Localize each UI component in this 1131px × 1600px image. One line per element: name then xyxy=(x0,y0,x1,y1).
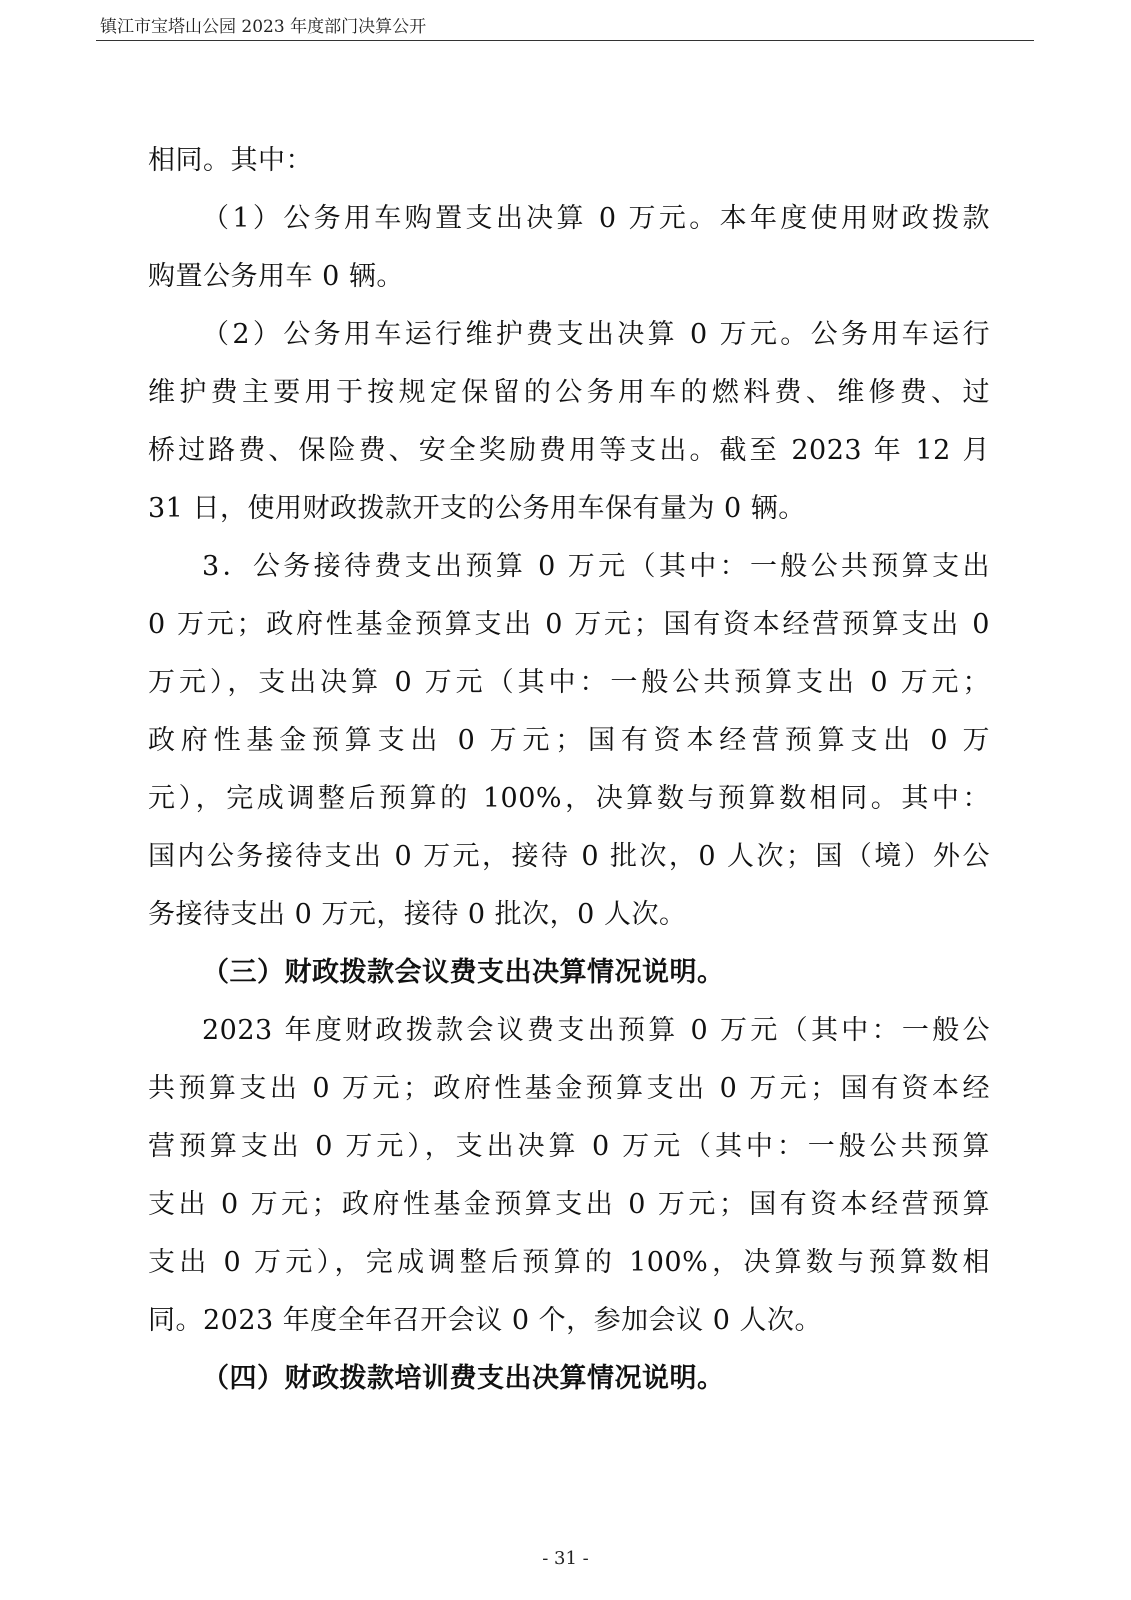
document-body xyxy=(148,132,990,1408)
text-line: 元），完成调整后预算的 100%，决算数与预算数相同。其中： xyxy=(148,783,990,814)
section-heading: （四）财政拨款培训费支出决算情况说明。 xyxy=(202,1363,725,1394)
text-line: 3．公务接待费支出预算 0 万元（其中：一般公共预算支出 xyxy=(202,551,990,582)
running-header: 镇江市宝塔山公园 2023 年度部门决算公开 xyxy=(100,17,427,37)
text-line: 0 万元；政府性基金预算支出 0 万元；国有资本经营预算支出 0 xyxy=(148,609,990,640)
text-line: （2）公务用车运行维护费支出决算 0 万元。公务用车运行 xyxy=(202,319,990,350)
text-line: 同。2023 年度全年召开会议 0 个，参加会议 0 人次。 xyxy=(148,1305,822,1336)
section-heading: （三）财政拨款会议费支出决算情况说明。 xyxy=(202,957,725,988)
text-line: 购置公务用车 0 辆。 xyxy=(148,261,404,292)
text-line: 务接待支出 0 万元，接待 0 批次，0 人次。 xyxy=(148,899,687,930)
text-line: 相同。其中： xyxy=(148,145,313,176)
text-line: 政府性基金预算支出 0 万元；国有资本经营预算支出 0 万 xyxy=(148,725,990,756)
header-divider xyxy=(96,40,1034,41)
text-line: 2023 年度财政拨款会议费支出预算 0 万元（其中：一般公 xyxy=(202,1015,990,1046)
text-line: 支出 0 万元），完成调整后预算的 100%，决算数与预算数相 xyxy=(148,1247,990,1278)
page-number: - 31 - xyxy=(542,1548,589,1569)
text-line: （1）公务用车购置支出决算 0 万元。本年度使用财政拨款 xyxy=(202,203,990,234)
text-line: 万元），支出决算 0 万元（其中：一般公共预算支出 0 万元； xyxy=(148,667,990,698)
text-line: 桥过路费、保险费、安全奖励费用等支出。截至 2023 年 12 月 xyxy=(148,435,990,466)
text-line: 31 日，使用财政拨款开支的公务用车保有量为 0 辆。 xyxy=(148,493,806,524)
text-line: 支出 0 万元；政府性基金预算支出 0 万元；国有资本经营预算 xyxy=(148,1189,990,1220)
text-line: 共预算支出 0 万元；政府性基金预算支出 0 万元；国有资本经 xyxy=(148,1073,990,1104)
text-line: 国内公务接待支出 0 万元，接待 0 批次，0 人次；国（境）外公 xyxy=(148,841,990,872)
text-line: 维护费主要用于按规定保留的公务用车的燃料费、维修费、过 xyxy=(148,377,990,408)
text-line: 营预算支出 0 万元），支出决算 0 万元（其中：一般公共预算 xyxy=(148,1131,990,1162)
